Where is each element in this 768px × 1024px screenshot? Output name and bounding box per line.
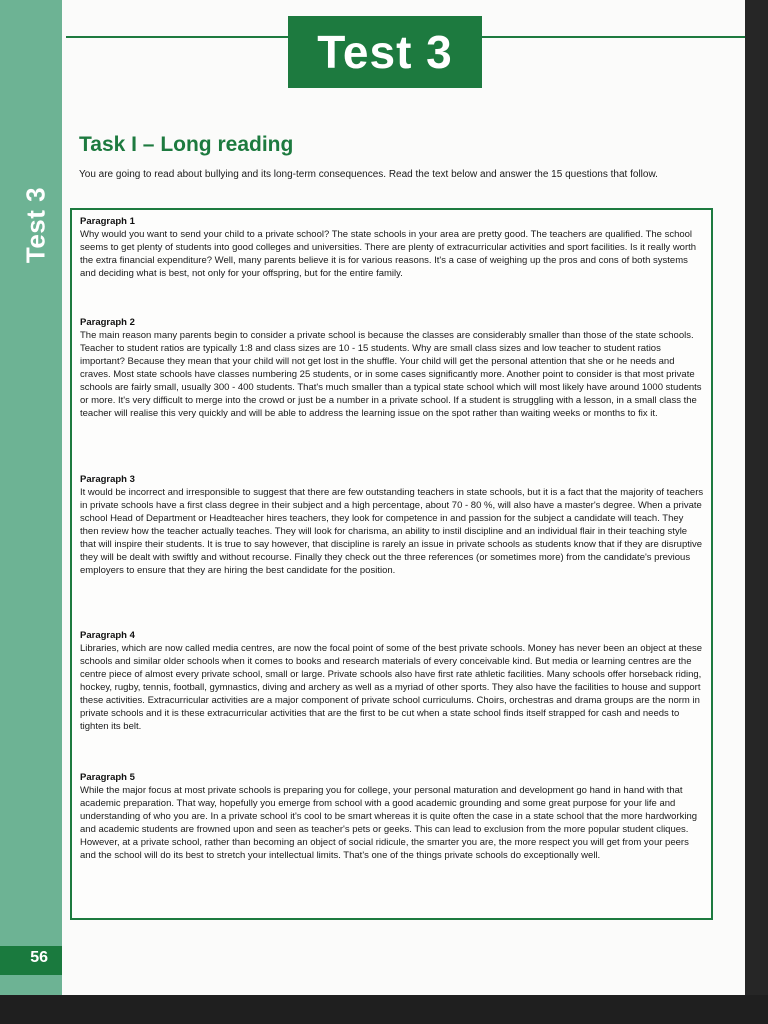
task-instructions: You are going to read about bullying and its long-term consequences. Read the text below and answer the 15 questions that follow. bbox=[79, 169, 658, 180]
page-number-rule bbox=[0, 970, 62, 975]
side-test-label: Test 3 bbox=[20, 186, 51, 264]
scan-background-bottom bbox=[0, 995, 768, 1024]
reading-text-box bbox=[70, 208, 713, 920]
paragraph-heading: Paragraph 5 bbox=[80, 772, 135, 783]
paragraph-text: While the major focus at most private schools is preparing you for college, your personal maturation and development go hand in hand with that academic preparation. That way, hopefully you emerge from school with a good academic grounding and some great purpose for your life and understanding of who you are. In a private school it's cool to be smart whereas it is quite often the case in a state school that the more hardworking and academic students are frowned upon and seen as teacher's pets or geeks. This can lead to exclusion from the more popular student cliques. However, at a private school, rather than becoming an object of social ridicule, the smarter you are, the more respect you will get from your peers and the school will do its best to stretch your intellectual limits. That's one of the things private schools do exceptionally well. bbox=[80, 785, 698, 861]
paragraph-heading: Paragraph 3 bbox=[80, 474, 135, 485]
paragraph-text: Libraries, which are now called media centres, are now the focal point of some of the best private schools. Money has never been an object at these schools and similar older schools when it comes to books and research materials of every conceivable kind. But media or learning centres are the centre piece of almost every private school, small or large. Private schools also have first rate athletic facilities. Many schools offer horseback riding, hockey, rugby, tennis, football, gymnastics, diving and archery as well as a myriad of other sports. They also have the facilities to house and support these activities. Extracurricular activities are a major component of private school curriculums. Choirs, orchestras and drama groups are the norm in private schools and it is these extracurricular activities that are the first to be cut when a state school finds itself strapped for cash and needs to tighten its belt. bbox=[80, 643, 703, 732]
paragraph-text: The main reason many parents begin to consider a private school is because the classes are considerably smaller than those of the state schools. Teacher to student ratios are typically 1:8 and class sizes are 10 - 15 students. Why are small class sizes and low teacher to student ratios important? Because they mean that your child will not get lost in the shuffle. Your child will get the personal attention that she or he needs and craves. Most state schools have classes numbering 25 students, or in some cases significantly more. Another point to consider is that most private schools are fairly small, usually 300 - 400 students. That's much smaller than a typical state school which will most likely have around 1000 students or more. It's very difficult to merge into the crowd or just be a number in a private school. If a student is struggling with a lesson, in a small class the teacher will realise this very quickly and will be able to address the learning issue on the spot rather than waiting weeks or months to fix it. bbox=[80, 330, 702, 419]
paragraph-3 bbox=[80, 473, 704, 577]
side-band bbox=[0, 0, 62, 995]
paragraph-text: It would be incorrect and irresponsible to suggest that there are few outstanding teachers in state schools, but it is a fact that the majority of teachers in private schools have a first class degree in their subject and a high percentage, about 70 - 80 %, will also have a master's degree. When a private school Head of Department or Headteacher hires teachers, they look for competence in and passion for the subject a candidate will teach. They then review how the teacher actually teaches. They will look for charisma, an ability to instil discipline and an individual flair in their teaching style that will inspire their students. It is true to say however, that discipline is rarely an issue in private schools as students know that if they are disruptive they will be dealt with swiftly and without recourse. Finally they check out the three references (or sometimes more) from the candidate's previous employers to ensure that they are hiring the best candidate for the position. bbox=[80, 487, 704, 576]
paragraph-1 bbox=[80, 215, 704, 280]
paragraph-heading: Paragraph 4 bbox=[80, 630, 135, 641]
test-title-banner: Test 3 bbox=[288, 16, 482, 88]
scan-background-right bbox=[745, 0, 768, 1024]
paragraph-4 bbox=[80, 629, 704, 733]
page-number: 56 bbox=[0, 946, 62, 970]
paragraph-heading: Paragraph 1 bbox=[80, 216, 135, 227]
task-title: Task I – Long reading bbox=[79, 133, 294, 156]
paragraph-heading: Paragraph 2 bbox=[80, 317, 135, 328]
paragraph-2 bbox=[80, 316, 704, 420]
paragraph-text: Why would you want to send your child to a private school? The state schools in your area are pretty good. The teachers are qualified. The school seems to get plenty of students into good colleges and universities. There are plenty of extracurricular activities and sport facilities. Is it really worth the extra financial expenditure? Well, many parents believe it is for various reasons. It's a case of weighing up the pros and cons of both systems and deciding what is best, not only for your offspring, but for the entire family. bbox=[80, 229, 697, 279]
paragraph-5 bbox=[80, 771, 704, 862]
